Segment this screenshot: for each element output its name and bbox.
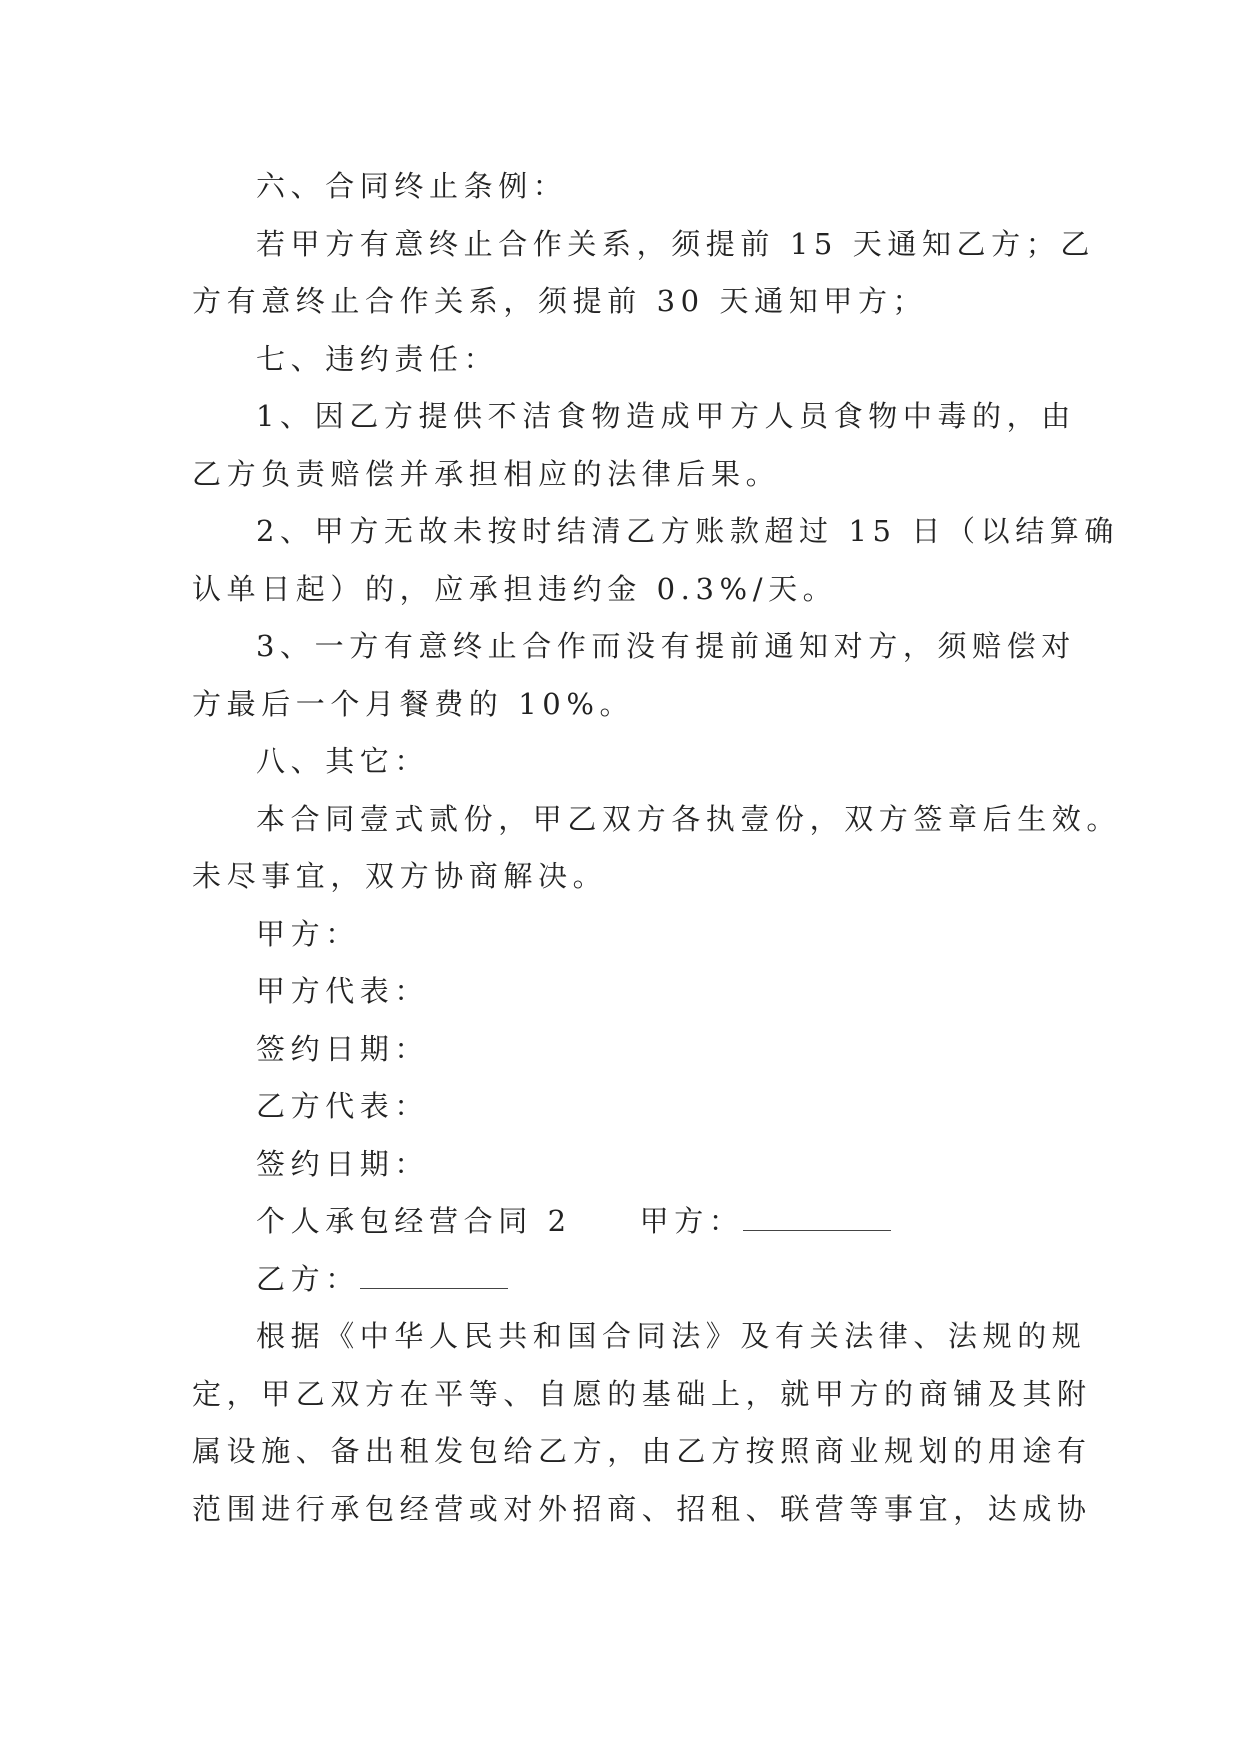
party-b-blank-line [360, 1258, 508, 1289]
section-8-paragraph-line: 本合同壹式贰份，甲乙双方各执壹份，双方签章后生效。 [256, 801, 1122, 836]
intro-paragraph-line: 根据《中华人民共和国合同法》及有关法律、法规的规 [256, 1319, 1087, 1353]
party-b-representative-label: 乙方代表： [256, 1089, 430, 1123]
intro-paragraph-line: 范围进行承包经营或对外招商、招租、联营等事宜，达成协 [192, 1491, 1092, 1526]
document-body [192, 158, 1122, 1538]
section-7-item-line: 3、一方有意终止合作而没有提前通知对方，须赔偿对 [256, 629, 1076, 663]
section-7-item-line: 方最后一个月餐费的 10%。 [192, 686, 635, 721]
section-8-paragraph-line: 未尽事宜，双方协商解决。 [192, 859, 608, 893]
section-7-item-line: 认单日起）的，应承担违约金 0.3%/天。 [192, 571, 838, 606]
contract-2-title-line [192, 1193, 1054, 1251]
section-7-item-line: 1、因乙方提供不洁食物造成甲方人员食物中毒的，由 [256, 399, 1076, 433]
contract-2-title: 个人承包经营合同 2 [256, 1204, 572, 1238]
section-7-heading: 七、违约责任： [256, 341, 499, 376]
contract-2-party-b-label: 乙方： [256, 1261, 360, 1296]
section-6-paragraph-line: 方有意终止合作关系，须提前 30 天通知甲方； [192, 284, 928, 318]
section-6-heading: 六、合同终止条例： [256, 169, 568, 203]
party-a-label: 甲方： [256, 916, 360, 951]
section-8-heading: 八、其它： [256, 744, 430, 778]
contract-2-party-b-line [192, 1251, 1054, 1309]
section-7-item-line: 乙方负责赔偿并承担相应的法律后果。 [192, 456, 781, 491]
contract-2-party-a-label: 甲方： [639, 1204, 744, 1238]
party-a-blank-line [743, 1200, 891, 1231]
sign-date-label: 签约日期： [256, 1031, 430, 1066]
sign-date-label: 签约日期： [256, 1146, 430, 1181]
party-a-representative-label: 甲方代表： [256, 974, 430, 1008]
section-7-item-line: 2、甲方无故未按时结清乙方账款超过 15 日（以结算确 [256, 514, 1119, 548]
section-6-paragraph-line: 若甲方有意终止合作关系，须提前 15 天通知乙方；乙 [256, 226, 1095, 261]
intro-paragraph-line: 定，甲乙双方在平等、自愿的基础上，就甲方的商铺及其附 [192, 1376, 1092, 1411]
intro-paragraph-line: 属设施、备出租发包给乙方，由乙方按照商业规划的用途有 [192, 1434, 1092, 1468]
